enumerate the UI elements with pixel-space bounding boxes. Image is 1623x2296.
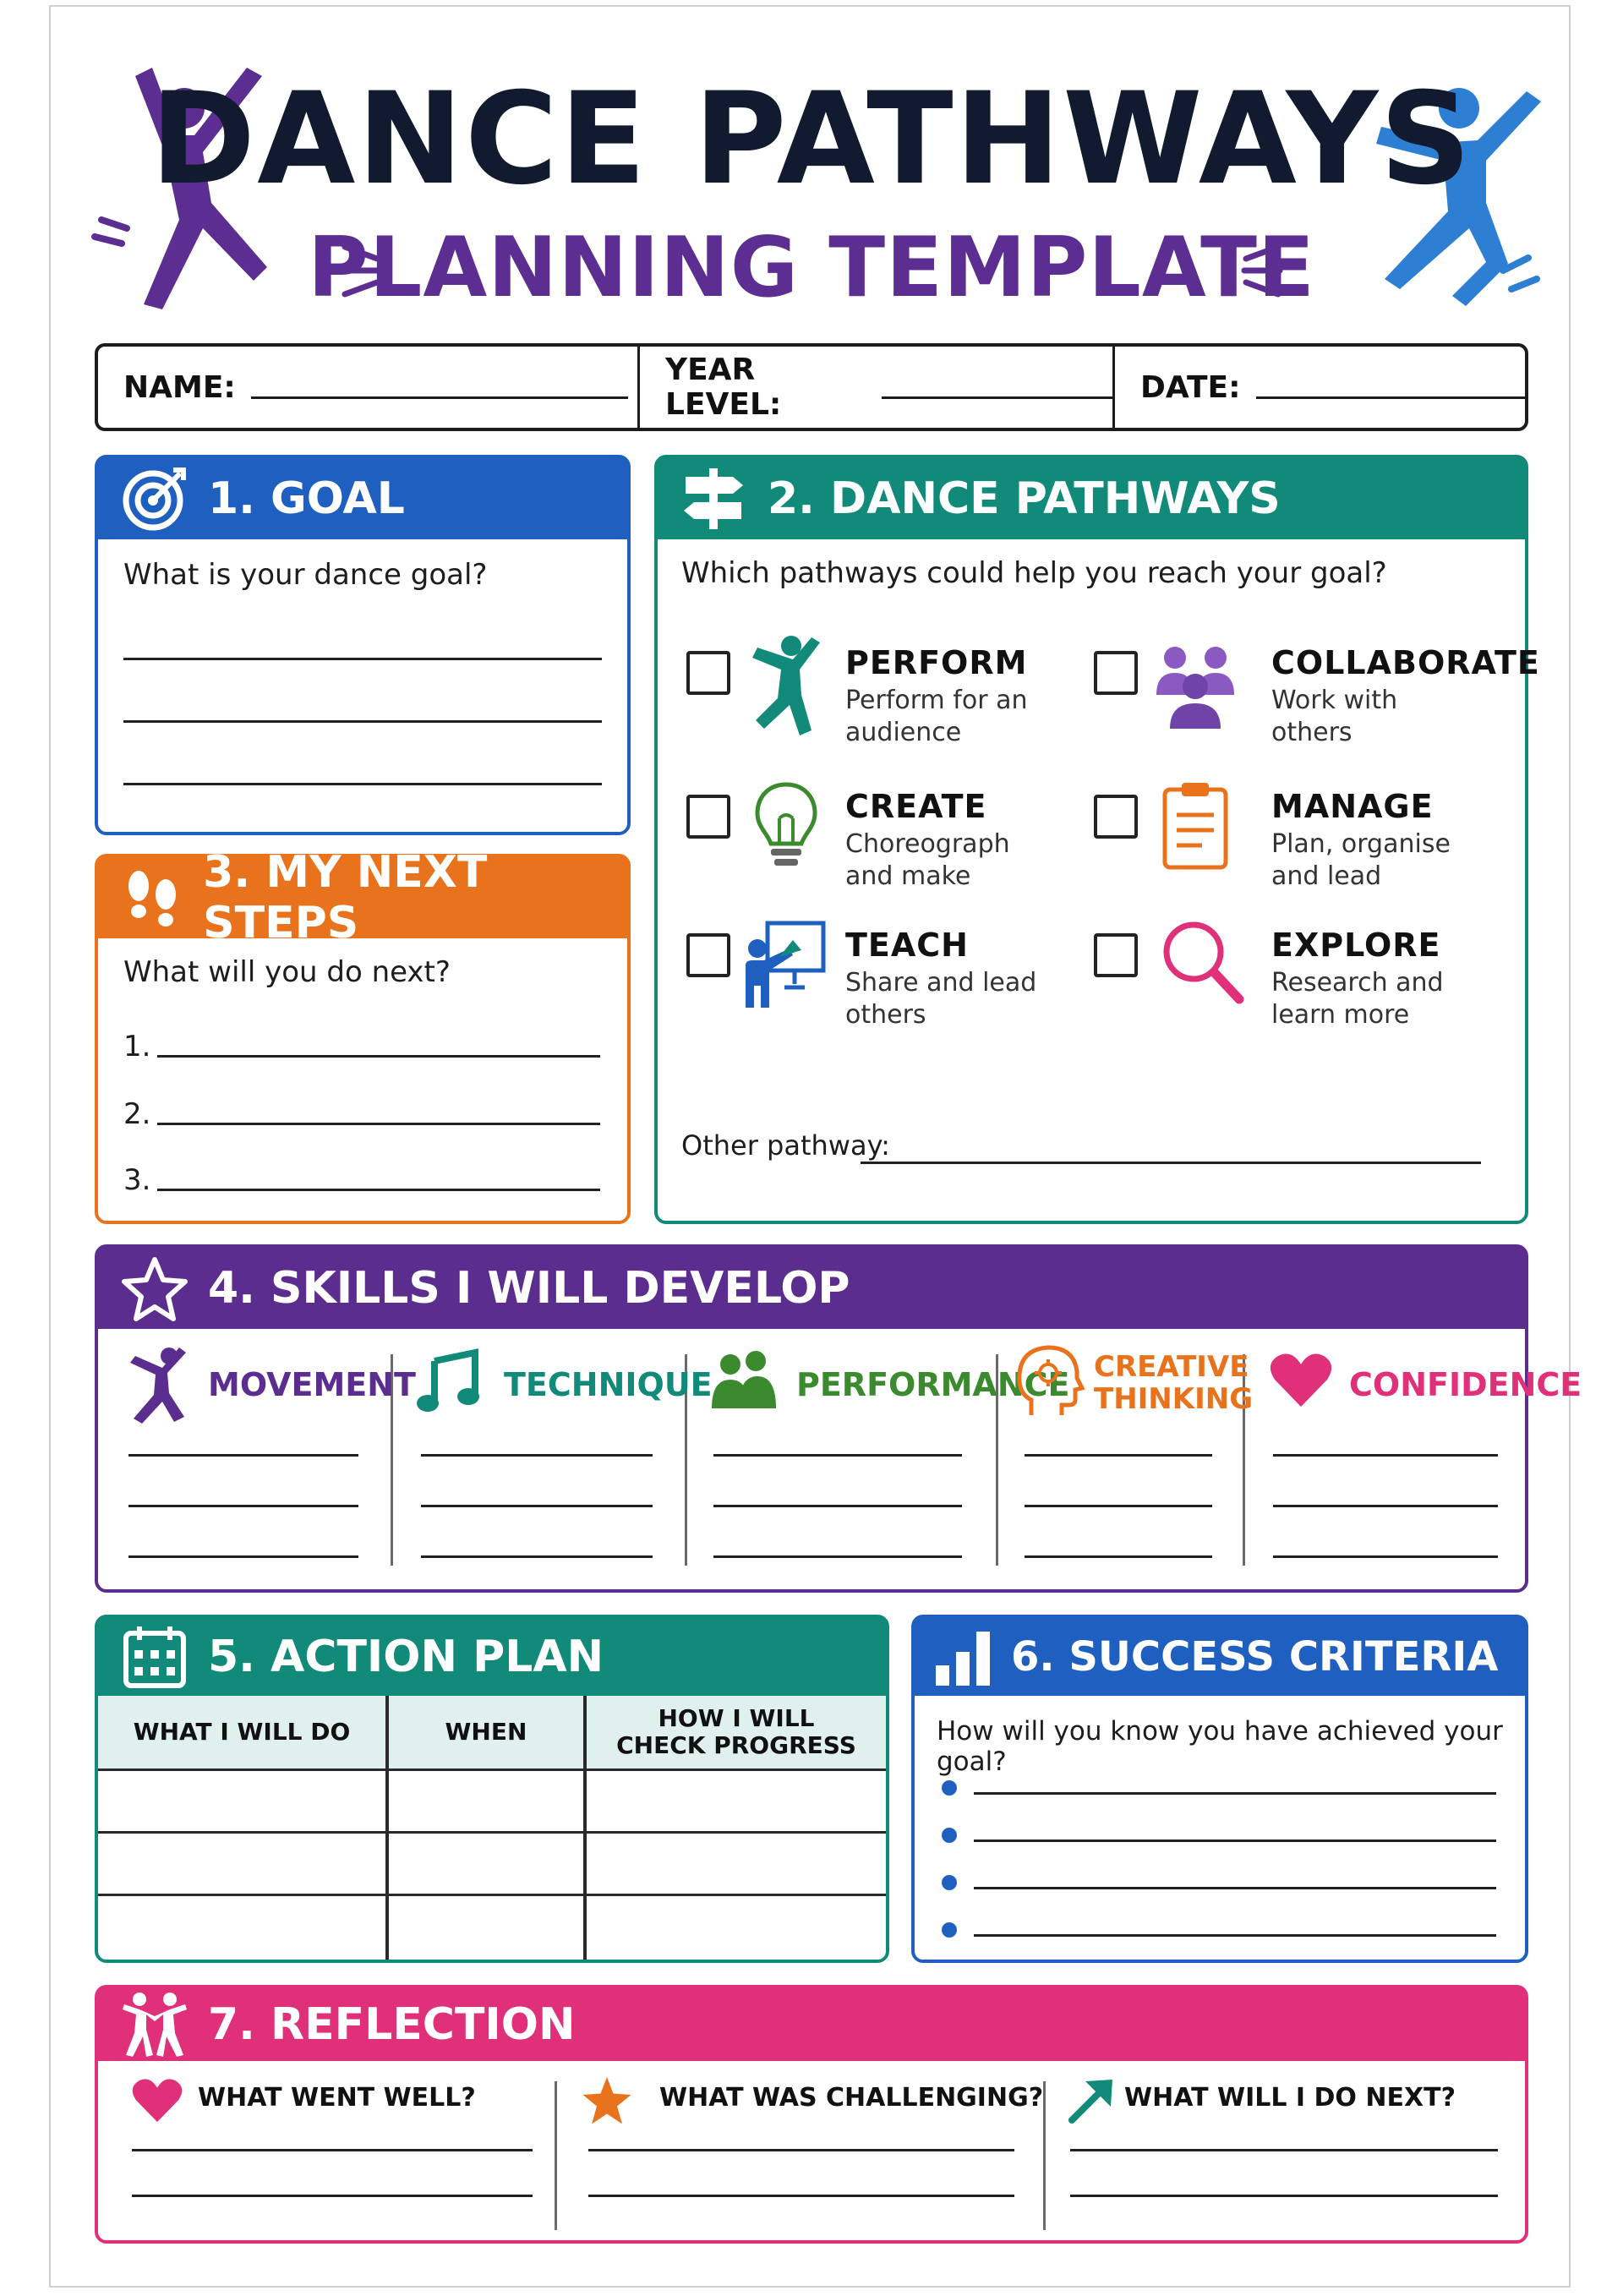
table-cell[interactable] <box>389 1896 583 1960</box>
step-number: 3. <box>123 1163 151 1197</box>
heart-icon <box>132 2078 183 2124</box>
next-steps-question: What will you do next? <box>123 955 451 989</box>
step-answer-line[interactable] <box>157 1189 600 1191</box>
manage-title: MANAGE <box>1271 788 1434 825</box>
table-cell[interactable] <box>389 1771 583 1831</box>
skill-technique-line[interactable] <box>421 1505 653 1507</box>
target-icon <box>118 462 191 535</box>
column-header-what: WHAT I WILL DO <box>98 1696 385 1768</box>
action-plan-header <box>98 1618 886 1696</box>
pathways-heading: 2. DANCE PATHWAYS <box>768 473 1281 524</box>
skill-confidence-label: CONFIDENCE <box>1349 1366 1582 1403</box>
goal-answer-line[interactable] <box>123 720 602 723</box>
skill-technique-line[interactable] <box>421 1555 653 1558</box>
name-cell <box>98 347 637 428</box>
bar-chart-icon <box>928 1621 1001 1693</box>
heart-icon <box>1270 1353 1332 1408</box>
goal-answer-line[interactable] <box>123 658 602 660</box>
action-plan-heading: 5. ACTION PLAN <box>208 1632 604 1682</box>
do-next-line[interactable] <box>1070 2195 1498 2197</box>
explore-desc: Research and learn more <box>1271 968 1444 1030</box>
success-criteria-line[interactable] <box>974 1840 1496 1842</box>
step-answer-line[interactable] <box>157 1055 600 1058</box>
goal-answer-line[interactable] <box>123 783 602 785</box>
success-criteria-section <box>911 1615 1528 1963</box>
skill-technique-line[interactable] <box>421 1454 653 1457</box>
collaborate-desc: Work with others <box>1271 686 1398 747</box>
reflection-divider <box>555 2081 557 2230</box>
reflection-heading: 7. REFLECTION <box>208 1999 576 2050</box>
teacher-board-icon <box>742 920 827 1011</box>
teach-checkbox[interactable] <box>686 933 730 977</box>
year-level-cell <box>637 347 1112 428</box>
signpost-icon <box>678 462 751 535</box>
skill-thinking-label-line: THINKING <box>1094 1382 1254 1416</box>
step-number: 1. <box>123 1030 151 1063</box>
perform-desc: Perform for an audience <box>845 686 1028 747</box>
goal-heading: 1. GOAL <box>208 473 405 524</box>
skill-confidence-line[interactable] <box>1273 1505 1498 1507</box>
column-header-progress-line2: CHECK PROGRESS <box>616 1731 856 1759</box>
success-criteria-line[interactable] <box>974 1887 1496 1889</box>
skills-heading: 4. SKILLS I WILL DEVELOP <box>208 1263 850 1314</box>
column-header-when: WHEN <box>389 1696 583 1768</box>
footprints-icon <box>118 861 186 934</box>
challenging-label: WHAT WAS CHALLENGING? <box>659 2083 1044 2113</box>
skill-creative-line[interactable] <box>1025 1454 1212 1457</box>
step-number: 2. <box>123 1097 151 1131</box>
pathways-header <box>658 458 1525 539</box>
manage-desc: Plan, organise and lead <box>1271 829 1451 891</box>
pathways-section <box>654 455 1540 1224</box>
skills-section <box>95 1244 1582 1593</box>
column-header-progress-line1: HOW I WILL <box>658 1704 815 1732</box>
page-subtitle: PLANNING TEMPLATE <box>308 220 1315 316</box>
action-plan-table <box>98 1696 886 1960</box>
table-cell[interactable] <box>98 1834 385 1894</box>
perform-checkbox[interactable] <box>686 651 730 695</box>
page-title: DANCE PATHWAYS <box>150 66 1473 213</box>
student-info-bar <box>95 343 1528 431</box>
magnifier-icon <box>1160 918 1244 1006</box>
create-desc: Choreograph and make <box>845 829 1010 891</box>
step-answer-line[interactable] <box>157 1123 600 1125</box>
performer-icon <box>747 632 823 739</box>
next-steps-heading: 3. MY NEXT STEPS <box>203 847 488 948</box>
next-steps-section <box>95 847 631 1224</box>
skill-creative-line[interactable] <box>1025 1555 1212 1558</box>
collaborate-checkbox[interactable] <box>1094 651 1138 695</box>
year-level-label: YEAR LEVEL: <box>665 353 782 422</box>
reflection-header <box>98 1988 1525 2061</box>
success-criteria-heading: 6. SUCCESS CRITERIA <box>1011 1633 1499 1681</box>
skill-confidence-line[interactable] <box>1273 1555 1498 1558</box>
goal-section <box>95 455 631 835</box>
star-icon <box>582 2075 632 2125</box>
name-field[interactable] <box>251 396 628 399</box>
dancing-pair-icon <box>118 1988 191 2061</box>
create-checkbox[interactable] <box>686 795 730 839</box>
bullet-dot <box>942 1875 957 1890</box>
skill-performance-line[interactable] <box>713 1454 962 1457</box>
explore-title: EXPLORE <box>1271 927 1441 964</box>
went-well-line[interactable] <box>132 2149 533 2151</box>
explore-checkbox[interactable] <box>1094 933 1138 977</box>
success-criteria-line[interactable] <box>974 1792 1496 1795</box>
skill-performance-line[interactable] <box>713 1555 962 1558</box>
skill-creative-thinking-label <box>1094 1351 1253 1415</box>
other-pathway-field[interactable] <box>861 1162 1481 1164</box>
lightbulb-icon <box>752 781 820 872</box>
skill-performance-label: PERFORMANCE <box>796 1366 1070 1403</box>
bullet-dot <box>942 1780 957 1796</box>
skills-header <box>98 1248 1525 1329</box>
date-cell <box>1112 347 1525 428</box>
skill-creative-line[interactable] <box>1025 1505 1212 1507</box>
pathways-question: Which pathways could help you reach your goal? <box>681 556 1387 590</box>
do-next-label: WHAT WILL I DO NEXT? <box>1124 2083 1456 2113</box>
skill-confidence-line[interactable] <box>1273 1454 1498 1457</box>
table-cell[interactable] <box>587 1896 886 1960</box>
collaborate-title: COLLABORATE <box>1271 644 1540 681</box>
create-title: CREATE <box>845 788 987 825</box>
other-pathway-label: Other pathway: <box>681 1129 890 1162</box>
calendar-icon <box>118 1621 191 1693</box>
skill-movement-line[interactable] <box>128 1555 358 1558</box>
teach-desc: Share and lead others <box>845 968 1037 1030</box>
action-plan-section <box>95 1615 889 1963</box>
table-cell[interactable] <box>587 1834 886 1894</box>
bullet-dot <box>942 1922 957 1938</box>
success-criteria-header <box>915 1618 1525 1696</box>
music-note-icon <box>416 1351 480 1415</box>
teach-title: TEACH <box>845 927 969 964</box>
name-label: NAME: <box>123 369 236 405</box>
next-steps-header <box>98 847 627 948</box>
group-icon <box>1150 639 1243 732</box>
challenging-line[interactable] <box>588 2195 1014 2197</box>
success-criteria-question: How will you know you have achieved your goal? <box>937 1716 1503 1777</box>
went-well-label: WHAT WENT WELL? <box>198 2083 476 2113</box>
date-label: DATE: <box>1140 369 1241 405</box>
skill-movement-label: MOVEMENT <box>208 1366 416 1403</box>
skill-movement-line[interactable] <box>128 1505 358 1507</box>
table-cell[interactable] <box>98 1896 385 1960</box>
arrow-up-right-icon <box>1067 2076 1116 2125</box>
bullet-dot <box>942 1828 957 1843</box>
goal-question: What is your dance goal? <box>123 558 488 592</box>
table-cell[interactable] <box>98 1771 385 1831</box>
reflection-divider <box>1043 2081 1046 2230</box>
clipboard-icon <box>1160 779 1231 871</box>
skill-creative-label-line: CREATIVE <box>1094 1350 1249 1384</box>
skill-movement-line[interactable] <box>128 1454 358 1457</box>
challenging-line[interactable] <box>588 2149 1014 2151</box>
success-criteria-line[interactable] <box>974 1934 1496 1937</box>
reflection-section <box>95 1985 1528 2244</box>
table-cell[interactable] <box>389 1834 583 1894</box>
star-outline-icon <box>118 1252 191 1325</box>
year-level-field[interactable] <box>882 396 1112 399</box>
date-field[interactable] <box>1256 396 1526 399</box>
brain-icon <box>1014 1344 1082 1419</box>
manage-checkbox[interactable] <box>1094 795 1138 839</box>
perform-title: PERFORM <box>845 644 1028 681</box>
table-cell[interactable] <box>587 1771 886 1831</box>
people-icon <box>710 1351 778 1410</box>
went-well-line[interactable] <box>132 2195 533 2197</box>
skill-performance-line[interactable] <box>713 1505 962 1507</box>
movement-icon <box>127 1346 191 1424</box>
do-next-line[interactable] <box>1070 2149 1498 2151</box>
skill-technique-label: TECHNIQUE <box>504 1366 713 1403</box>
column-header-progress <box>587 1696 886 1768</box>
goal-header <box>98 458 627 539</box>
